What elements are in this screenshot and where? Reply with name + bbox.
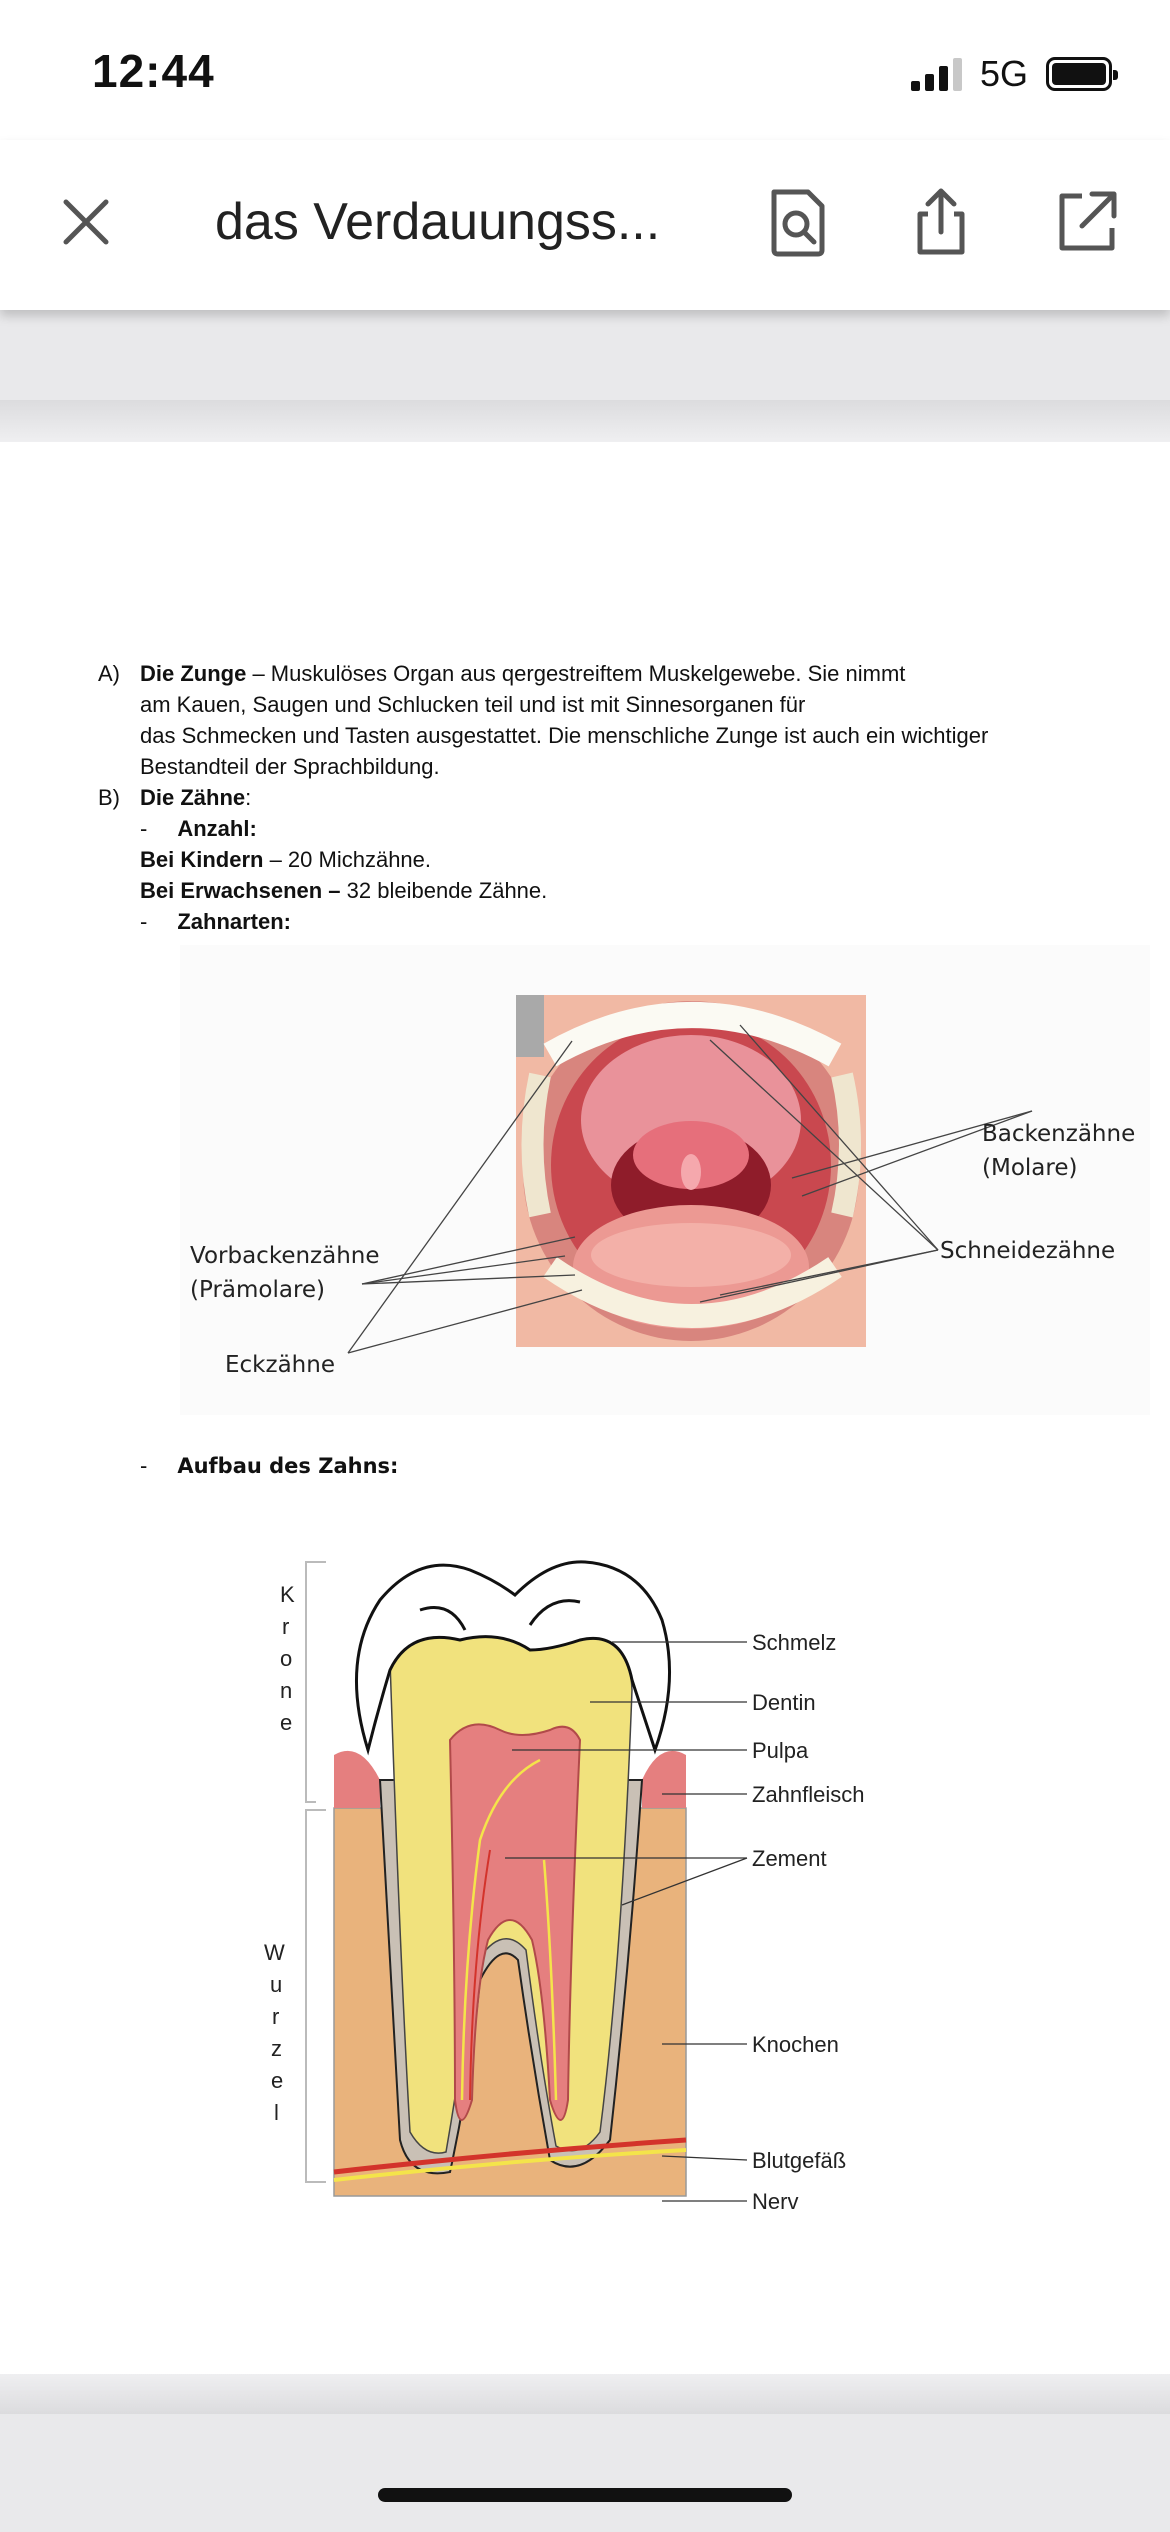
term-zaehne: Die Zähne: [140, 785, 246, 810]
status-time: 12:44: [92, 45, 215, 97]
svg-text:u: u: [270, 1972, 283, 1997]
svg-text:r: r: [272, 2004, 280, 2029]
label-vorbackenzaehne: Vorbackenzähne: [190, 1243, 380, 1269]
marker-a: A): [98, 661, 120, 686]
svg-text:e: e: [271, 2068, 284, 2093]
label-zement: Zement: [752, 1846, 827, 1871]
krone-label: [280, 1582, 295, 1735]
svg-text:n: n: [280, 1678, 293, 1703]
label-praemolare: (Prämolare): [190, 1277, 326, 1303]
term-zunge: Die Zunge: [140, 661, 247, 686]
mouth-diagram: [180, 945, 1150, 1415]
label-eckzaehne: Eckzähne: [225, 1352, 335, 1378]
paragraph-zaehne: Die Zähne: - Anzahl: Bei Kindern – 20 Michzähne. Bei Erwachsenen – 32 bleibende Zähne. - Zahnarten:: [140, 785, 548, 934]
svg-text:l: l: [274, 2100, 279, 2125]
svg-text:K: K: [280, 1582, 295, 1607]
aufbau-heading: - Aufbau des Zahns:: [140, 1453, 399, 1478]
label-nerv: Nerv: [752, 2189, 799, 2214]
cellular-signal-icon: [911, 57, 962, 91]
close-icon[interactable]: [56, 192, 116, 252]
zahnarten-heading: Zahnarten:: [177, 909, 292, 934]
wurzel-label: [264, 1940, 285, 2125]
svg-text:W: W: [264, 1940, 285, 1965]
marker-b: B): [98, 785, 120, 810]
home-indicator[interactable]: [378, 2488, 792, 2502]
svg-text:e: e: [280, 1710, 293, 1735]
page-separator-bottom: [0, 2374, 1170, 2414]
status-bar: [0, 0, 1170, 140]
anzahl-heading: Anzahl:: [177, 816, 257, 841]
svg-text:r: r: [282, 1614, 290, 1639]
label-schmelz: Schmelz: [752, 1630, 837, 1655]
share-icon[interactable]: [906, 186, 976, 258]
label-schneidezaehne: Schneidezähne: [940, 1238, 1116, 1264]
viewer-toolbar: [0, 140, 1170, 310]
label-zahnfleisch: Zahnfleisch: [752, 1782, 865, 1807]
paragraph-zunge: Die Zunge – Muskulöses Organ aus qergestreiftem Muskelgewebe. Sie nimmt am Kauen, Saugen und Schlucken teil und ist mit Sinnesorganen für das Schmecken und Tasten ausgestattet. Die menschliche Zunge ist auch ein wichtiger Bestandteil der Sprachbildung.: [140, 661, 989, 779]
document-title: das Verdauungss...: [215, 193, 661, 251]
status-indicators: [911, 52, 1112, 96]
battery-icon: [1046, 57, 1112, 91]
svg-text:o: o: [280, 1646, 293, 1671]
open-external-icon[interactable]: [1052, 186, 1122, 258]
find-in-page-icon[interactable]: [762, 186, 832, 258]
page-separator: [0, 400, 1170, 442]
svg-text:z: z: [271, 2036, 282, 2061]
tooth-diagram: [250, 1540, 950, 2270]
label-dentin: Dentin: [752, 1690, 816, 1715]
label-knochen: Knochen: [752, 2032, 839, 2057]
network-type: 5G: [979, 53, 1028, 94]
label-pulpa: Pulpa: [752, 1738, 809, 1763]
label-molare: (Molare): [982, 1155, 1078, 1181]
label-backenzaehne: Backenzähne: [982, 1121, 1136, 1147]
label-blutgefaess: Blutgefäß: [752, 2148, 847, 2173]
